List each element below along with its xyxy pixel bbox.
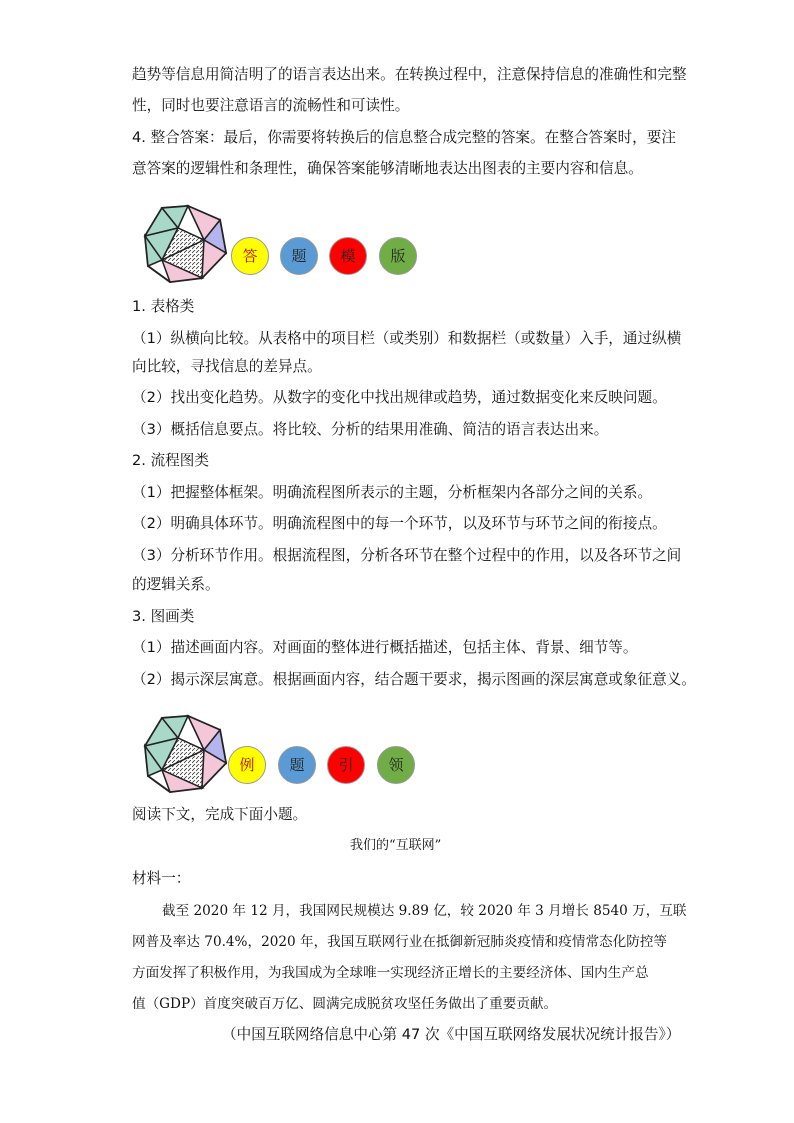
- material-1-line-3: 方面发挥了积极作用，为我国成为全球唯一实现经济正增长的主要经济体、国内生产总: [132, 965, 649, 981]
- intro-line-2: 性，同时也要注意语言的流畅性和可读性。: [132, 97, 410, 114]
- section1-p1-line2: 向比较，寻找信息的差异点。: [132, 358, 322, 375]
- step4-line-2: 意答案的逻辑性和条理性，确保答案能够清晰地表达出图表的主要内容和信息。: [132, 160, 643, 177]
- badge-char-2: 题: [278, 746, 316, 784]
- badge-char-2: 题: [280, 237, 318, 275]
- section2-p1: （1）把握整体框架。明确流程图所表示的主题，分析框架内各部分之间的关系。: [132, 484, 653, 501]
- badge-char-1: 例: [228, 746, 266, 784]
- material-label: 材料一：: [132, 870, 191, 887]
- badge-char-4: 领: [377, 746, 415, 784]
- material-1-line-4: 值（GDP）首度突破百万亿、圆满完成脱贫攻坚任务做出了重要贡献。: [132, 996, 558, 1012]
- step4-line-1: 4. 整合答案：最后，你需要将转换后的信息整合成完整的答案。在整合答案时，要注: [132, 129, 676, 146]
- section1-p3: （3）概括信息要点。将比较、分析的结果用准确、简洁的语言表达出来。: [132, 421, 609, 438]
- section2-title: 2. 流程图类: [132, 452, 209, 469]
- section2-p3-line1: （3）分析环节作用。根据流程图，分析各环节在整个过程中的作用，以及各环节之间: [132, 547, 682, 564]
- section2-p2: （2）明确具体环节。明确流程图中的每一个环节，以及环节与环节之间的衔接点。: [132, 515, 667, 532]
- section1-p1-line1: （1）纵横向比较。从表格中的项目栏（或类别）和数据栏（或数量）入手，通过纵横: [132, 330, 682, 347]
- badge-char-3: 引: [327, 746, 365, 784]
- section3-title: 3. 图画类: [132, 608, 195, 625]
- task-instruction: 阅读下文，完成下面小题。: [132, 806, 308, 823]
- section3-p1: （1）描述画面内容。对画面的整体进行概括描述，包括主体、背景、细节等。: [132, 639, 638, 656]
- icosahedron-icon: [140, 198, 230, 288]
- section2-p3-line2: 的逻辑关系。: [132, 576, 220, 593]
- answer-template-banner: [140, 198, 440, 288]
- material-1-line-2: 网普及率达 70.4%，2020 年，我国互联网行业在抵御新冠肺炎疫情和疫情常态化防控等: [132, 934, 668, 950]
- material-1-source: （中国互联网络信息中心第 47 次《中国互联网络发展状况统计报告》）: [222, 1026, 681, 1043]
- article-title: 我们的“互联网”: [350, 838, 442, 853]
- section3-p2: （2）揭示深层寓意。根据画面内容，结合题干要求，揭示图画的深层寓意或象征意义。: [132, 671, 696, 688]
- section1-p2: （2）找出变化趋势。从数字的变化中找出规律或趋势，通过数据变化来反映问题。: [132, 389, 667, 406]
- material-1-line-1: 截至 2020 年 12 月，我国网民规模达 9.89 亿，较 2020 年 3 月增长 8540 万，互联: [162, 903, 687, 919]
- section1-title: 1. 表格类: [132, 298, 195, 315]
- intro-line-1: 趋势等信息用简洁明了的语言表达出来。在转换过程中，注意保持信息的准确性和完整: [132, 66, 687, 83]
- badge-char-4: 版: [379, 237, 417, 275]
- example-guide-banner: [140, 708, 440, 798]
- icosahedron-icon: [140, 708, 230, 798]
- badge-char-3: 模: [329, 237, 367, 275]
- badge-char-1: 答: [231, 237, 269, 275]
